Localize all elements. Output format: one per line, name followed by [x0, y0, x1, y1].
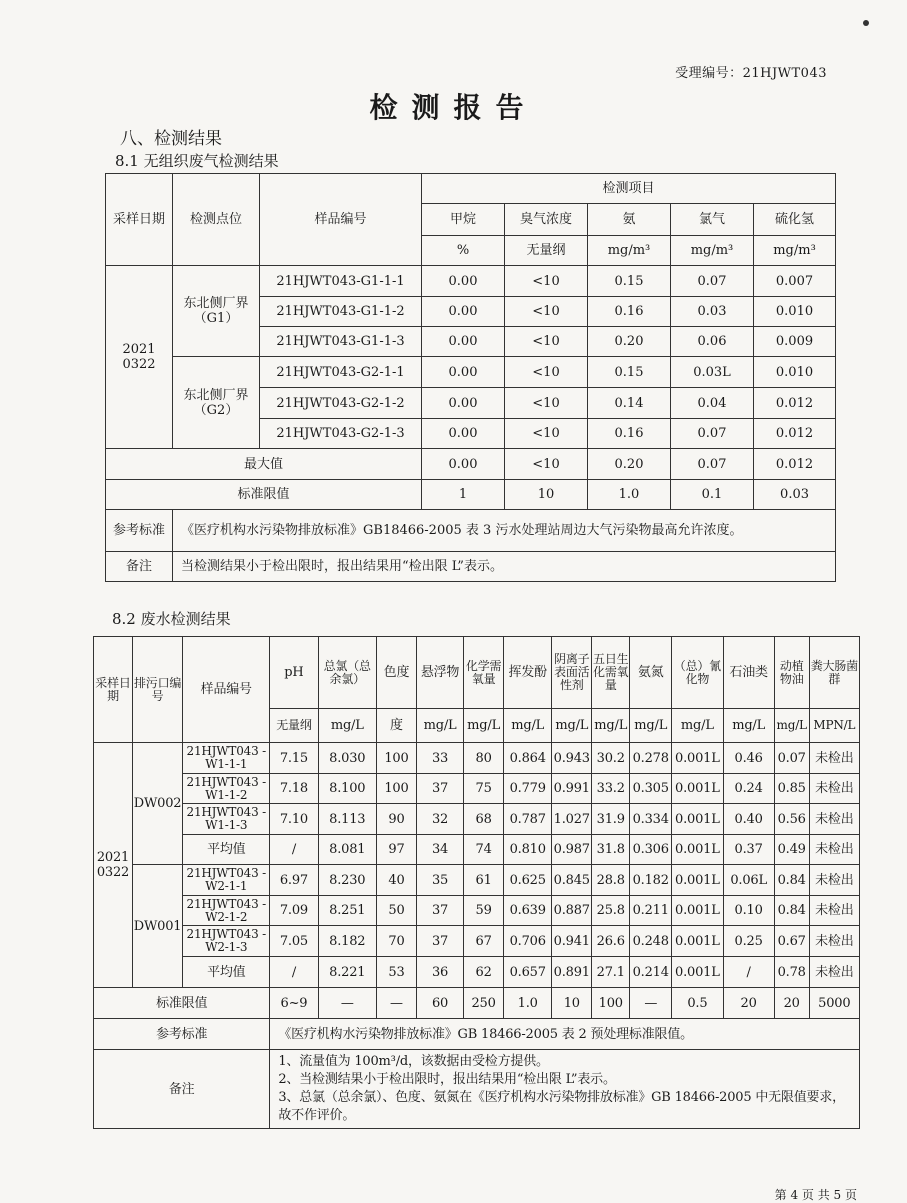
note-line: 3、总氯（总余氯）、色度、氨氮在《医疗机构水污染物排放标准》GB 18466-2005 中无限值要求，故不作评价。: [278, 1090, 845, 1123]
limit-value: 1.0: [588, 480, 671, 510]
header-items: 检测项目: [422, 174, 836, 204]
value-cell: 26.6: [592, 926, 630, 957]
item-unit: mg/L: [630, 709, 672, 743]
value-cell: 0.15: [588, 357, 671, 388]
item-name: 五日生化需氧量: [592, 637, 630, 709]
value-cell: 0.845: [552, 865, 592, 896]
value-cell: 68: [464, 804, 504, 835]
sample-id: 21HJWT043-G1-1-1: [260, 266, 422, 297]
header-sample: 样品编号: [260, 174, 422, 266]
max-label: 最大值: [106, 449, 422, 480]
limit-value: 10: [505, 480, 588, 510]
value-cell: <10: [505, 327, 588, 357]
note-text: 当检测结果小于检出限时，报出结果用“检出限 L”表示。: [173, 552, 836, 582]
limit-value: 60: [416, 988, 463, 1019]
value-cell: 0.00: [422, 388, 505, 419]
value-cell: 0.07: [671, 419, 754, 449]
sample-id: 21HJWT043 -W2-1-2: [183, 896, 270, 926]
value-cell: 0.67: [774, 926, 809, 957]
limit-value: —: [376, 988, 416, 1019]
value-cell: 0.214: [630, 957, 672, 988]
value-cell: 0.25: [723, 926, 774, 957]
value-cell: 33.2: [592, 774, 630, 804]
value-cell: 1.027: [552, 804, 592, 835]
limit-value: —: [630, 988, 672, 1019]
value-cell: 7.10: [270, 804, 318, 835]
value-cell: 7.18: [270, 774, 318, 804]
limit-value: 5000: [809, 988, 859, 1019]
value-cell: 74: [464, 835, 504, 865]
value-cell: 0.00: [422, 419, 505, 449]
value-cell: 0.06L: [723, 865, 774, 896]
value-cell: 67: [464, 926, 504, 957]
value-cell: 未检出: [809, 896, 859, 926]
value-cell: 0.14: [588, 388, 671, 419]
limit-label: 标准限值: [94, 988, 270, 1019]
item-name: 挥发酚: [504, 637, 552, 709]
value-cell: 75: [464, 774, 504, 804]
value-cell: 70: [376, 926, 416, 957]
value-cell: 8.030: [318, 743, 376, 774]
value-cell: 0.001L: [672, 804, 723, 835]
value-cell: 0.001L: [672, 896, 723, 926]
item-unit: mg/L: [552, 709, 592, 743]
value-cell: 0.864: [504, 743, 552, 774]
item-name: 硫化氢: [754, 204, 836, 236]
value-cell: 0.20: [588, 327, 671, 357]
sample-id: 21HJWT043 -W1-1-2: [183, 774, 270, 804]
value-cell: 0.001L: [672, 743, 723, 774]
note-line: 2、当检测结果小于检出限时，报出结果用“检出限 L”表示。: [278, 1072, 616, 1087]
value-cell: 8.182: [318, 926, 376, 957]
value-cell: 97: [376, 835, 416, 865]
value-cell: 0.625: [504, 865, 552, 896]
value-cell: 7.09: [270, 896, 318, 926]
value-cell: 0.84: [774, 896, 809, 926]
value-cell: 0.07: [774, 743, 809, 774]
limit-value: 250: [464, 988, 504, 1019]
value-cell: 8.081: [318, 835, 376, 865]
value-cell: 59: [464, 896, 504, 926]
header-date: 采样日期: [106, 174, 173, 266]
max-value: 0.07: [671, 449, 754, 480]
value-cell: 0.306: [630, 835, 672, 865]
value-cell: 0.49: [774, 835, 809, 865]
item-unit: 度: [376, 709, 416, 743]
outlet-dw001: DW001: [132, 865, 182, 988]
value-cell: 100: [376, 743, 416, 774]
limit-value: 6~9: [270, 988, 318, 1019]
item-unit: MPN/L: [809, 709, 859, 743]
value-cell: 8.100: [318, 774, 376, 804]
value-cell: 0.787: [504, 804, 552, 835]
item-unit: mg/L: [464, 709, 504, 743]
value-cell: 0.001L: [672, 835, 723, 865]
item-name: 化学需氧量: [464, 637, 504, 709]
value-cell: 0.012: [754, 388, 836, 419]
limit-label: 标准限值: [106, 480, 422, 510]
value-cell: 37: [416, 774, 463, 804]
value-cell: 37: [416, 896, 463, 926]
value-cell: 0.84: [774, 865, 809, 896]
ref-label: 参考标准: [106, 510, 173, 552]
value-cell: 8.113: [318, 804, 376, 835]
value-cell: 8.230: [318, 865, 376, 896]
value-cell: 40: [376, 865, 416, 896]
max-value: 0.012: [754, 449, 836, 480]
value-cell: 未检出: [809, 926, 859, 957]
limit-value: 0.5: [672, 988, 723, 1019]
sample-id: 21HJWT043-G2-1-2: [260, 388, 422, 419]
value-cell: 0.40: [723, 804, 774, 835]
header-date: 采样日期: [94, 637, 133, 743]
value-cell: <10: [505, 357, 588, 388]
value-cell: 0.779: [504, 774, 552, 804]
point-g1: 东北侧厂界（G1）: [173, 266, 260, 357]
sample-id: 21HJWT043-G2-1-3: [260, 419, 422, 449]
item-name: pH: [270, 637, 318, 709]
water-results-table: [93, 636, 860, 1129]
item-unit: %: [422, 236, 505, 266]
note-label: 备注: [94, 1050, 270, 1129]
point-g2: 东北侧厂界（G2）: [173, 357, 260, 449]
value-cell: 0.04: [671, 388, 754, 419]
value-cell: 0.001L: [672, 865, 723, 896]
value-cell: 0.00: [422, 266, 505, 297]
report-title: 检测报告: [369, 91, 538, 124]
header-point: 检测点位: [173, 174, 260, 266]
value-cell: 未检出: [809, 774, 859, 804]
value-cell: 0.46: [723, 743, 774, 774]
value-cell: 0.810: [504, 835, 552, 865]
value-cell: 0.00: [422, 297, 505, 327]
item-name: （总）氰化物: [672, 637, 723, 709]
value-cell: 31.9: [592, 804, 630, 835]
value-cell: 0.657: [504, 957, 552, 988]
value-cell: 未检出: [809, 804, 859, 835]
value-cell: 0.991: [552, 774, 592, 804]
subsection-water: 8.2 废水检测结果: [112, 610, 231, 628]
value-cell: 0.06: [671, 327, 754, 357]
value-cell: 36: [416, 957, 463, 988]
section-heading: 八、检测结果: [120, 129, 222, 149]
value-cell: <10: [505, 266, 588, 297]
value-cell: 53: [376, 957, 416, 988]
value-cell: 61: [464, 865, 504, 896]
item-unit: 无量纲: [505, 236, 588, 266]
item-name: 悬浮物: [416, 637, 463, 709]
value-cell: /: [270, 835, 318, 865]
value-cell: 0.943: [552, 743, 592, 774]
value-cell: 0.78: [774, 957, 809, 988]
value-cell: 0.16: [588, 419, 671, 449]
value-cell: 0.24: [723, 774, 774, 804]
value-cell: 0.07: [671, 266, 754, 297]
value-cell: 25.8: [592, 896, 630, 926]
item-unit: mg/L: [504, 709, 552, 743]
page-number: 第 4 页 共 5 页: [774, 1188, 857, 1202]
value-cell: 0.010: [754, 297, 836, 327]
value-cell: 0.305: [630, 774, 672, 804]
value-cell: 0.278: [630, 743, 672, 774]
value-cell: 0.891: [552, 957, 592, 988]
item-unit: mg/L: [774, 709, 809, 743]
value-cell: 0.001L: [672, 926, 723, 957]
value-cell: <10: [505, 297, 588, 327]
item-name: 臭气浓度: [505, 204, 588, 236]
value-cell: 0.887: [552, 896, 592, 926]
value-cell: 0.001L: [672, 957, 723, 988]
air-results-table: [105, 173, 836, 582]
ref-label: 参考标准: [94, 1019, 270, 1050]
item-unit: mg/L: [416, 709, 463, 743]
limit-value: 0.1: [671, 480, 754, 510]
value-cell: /: [723, 957, 774, 988]
value-cell: 6.97: [270, 865, 318, 896]
item-unit: 无量纲: [270, 709, 318, 743]
value-cell: 0.00: [422, 357, 505, 388]
item-unit: mg/m³: [671, 236, 754, 266]
limit-value: 1.0: [504, 988, 552, 1019]
sample-id: 21HJWT043 -W2-1-1: [183, 865, 270, 896]
item-unit: mg/L: [723, 709, 774, 743]
value-cell: 30.2: [592, 743, 630, 774]
value-cell: 0.37: [723, 835, 774, 865]
value-cell: /: [270, 957, 318, 988]
item-name: 粪大肠菌群: [809, 637, 859, 709]
value-cell: 未检出: [809, 865, 859, 896]
item-unit: mg/L: [318, 709, 376, 743]
ref-text: 《医疗机构水污染物排放标准》GB18466-2005 表 3 污水处理站周边大气污染物最高允许浓度。: [173, 510, 836, 552]
value-cell: 0.010: [754, 357, 836, 388]
header-outlet: 排污口编号: [132, 637, 182, 743]
value-cell: 0.334: [630, 804, 672, 835]
item-name: 氨: [588, 204, 671, 236]
value-cell: 0.248: [630, 926, 672, 957]
item-name: 总氯（总余氯）: [318, 637, 376, 709]
value-cell: 34: [416, 835, 463, 865]
value-cell: 37: [416, 926, 463, 957]
sample-id: 21HJWT043-G2-1-1: [260, 357, 422, 388]
sample-date: 2021 0322: [94, 743, 133, 988]
value-cell: 0.03: [671, 297, 754, 327]
max-value: 0.00: [422, 449, 505, 480]
value-cell: 0.16: [588, 297, 671, 327]
max-value: 0.20: [588, 449, 671, 480]
value-cell: 7.05: [270, 926, 318, 957]
item-name: 阴离子表面活性剂: [552, 637, 592, 709]
value-cell: 90: [376, 804, 416, 835]
value-cell: 28.8: [592, 865, 630, 896]
item-unit: mg/m³: [754, 236, 836, 266]
value-cell: 0.706: [504, 926, 552, 957]
item-name: 石油类: [723, 637, 774, 709]
sample-id: 21HJWT043-G1-1-2: [260, 297, 422, 327]
limit-value: —: [318, 988, 376, 1019]
limit-value: 100: [592, 988, 630, 1019]
note-line: 1、流量值为 100m³/d，该数据由受检方提供。: [278, 1054, 549, 1069]
sample-id: 21HJWT043 -W1-1-1: [183, 743, 270, 774]
value-cell: 0.001L: [672, 774, 723, 804]
value-cell: 0.03L: [671, 357, 754, 388]
item-name: 色度: [376, 637, 416, 709]
value-cell: 0.56: [774, 804, 809, 835]
value-cell: 0.941: [552, 926, 592, 957]
item-unit: mg/m³: [588, 236, 671, 266]
limit-value: 20: [723, 988, 774, 1019]
value-cell: 0.85: [774, 774, 809, 804]
value-cell: <10: [505, 419, 588, 449]
item-name: 氯气: [671, 204, 754, 236]
item-name: 动植物油: [774, 637, 809, 709]
value-cell: 未检出: [809, 957, 859, 988]
value-cell: 80: [464, 743, 504, 774]
value-cell: 8.251: [318, 896, 376, 926]
value-cell: 62: [464, 957, 504, 988]
sample-id: 21HJWT043 -W1-1-3: [183, 804, 270, 835]
value-cell: 27.1: [592, 957, 630, 988]
note-label: 备注: [106, 552, 173, 582]
average-label: 平均值: [183, 835, 270, 865]
value-cell: <10: [505, 388, 588, 419]
item-unit: mg/L: [592, 709, 630, 743]
value-cell: 0.009: [754, 327, 836, 357]
value-cell: 35: [416, 865, 463, 896]
value-cell: 0.182: [630, 865, 672, 896]
value-cell: 7.15: [270, 743, 318, 774]
limit-value: 1: [422, 480, 505, 510]
max-value: <10: [505, 449, 588, 480]
scan-mark: [863, 20, 869, 26]
value-cell: 0.10: [723, 896, 774, 926]
value-cell: 0.007: [754, 266, 836, 297]
receipt-number: 受理编号：21HJWT043: [675, 66, 827, 81]
value-cell: 0.15: [588, 266, 671, 297]
limit-value: 0.03: [754, 480, 836, 510]
notes: [270, 1050, 860, 1129]
sample-date: 2021 0322: [106, 266, 173, 449]
value-cell: 0.987: [552, 835, 592, 865]
sample-id: 21HJWT043 -W2-1-3: [183, 926, 270, 957]
value-cell: 未检出: [809, 743, 859, 774]
header-sample: 样品编号: [183, 637, 270, 743]
value-cell: 33: [416, 743, 463, 774]
value-cell: 0.639: [504, 896, 552, 926]
ref-text: 《医疗机构水污染物排放标准》GB 18466-2005 表 2 预处理标准限值。: [270, 1019, 860, 1050]
value-cell: 未检出: [809, 835, 859, 865]
item-unit: mg/L: [672, 709, 723, 743]
value-cell: 32: [416, 804, 463, 835]
item-name: 氨氮: [630, 637, 672, 709]
limit-value: 10: [552, 988, 592, 1019]
subsection-air: 8.1 无组织废气检测结果: [115, 152, 279, 170]
value-cell: 100: [376, 774, 416, 804]
item-name: 甲烷: [422, 204, 505, 236]
value-cell: 50: [376, 896, 416, 926]
value-cell: 0.012: [754, 419, 836, 449]
limit-value: 20: [774, 988, 809, 1019]
value-cell: 0.211: [630, 896, 672, 926]
value-cell: 31.8: [592, 835, 630, 865]
value-cell: 0.00: [422, 327, 505, 357]
sample-id: 21HJWT043-G1-1-3: [260, 327, 422, 357]
average-label: 平均值: [183, 957, 270, 988]
outlet-dw002: DW002: [132, 743, 182, 865]
value-cell: 8.221: [318, 957, 376, 988]
